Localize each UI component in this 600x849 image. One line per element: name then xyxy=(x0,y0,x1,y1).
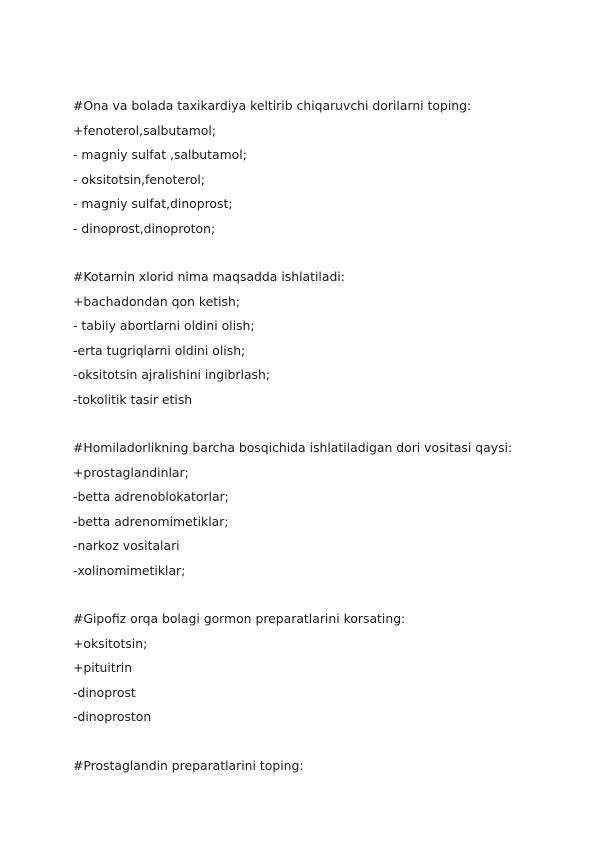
answer-option: -dinoprost xyxy=(73,684,136,700)
question-block xyxy=(73,436,573,583)
answer-option: +bachadondan qon ketish; xyxy=(73,293,241,309)
answer-option: -narkoz vositalari xyxy=(73,538,180,553)
question-block xyxy=(73,754,573,779)
question-block xyxy=(73,607,573,730)
answer-option: +fenoterol,salbutamol; xyxy=(73,122,216,138)
question-block xyxy=(73,265,573,412)
question-block xyxy=(73,94,573,241)
answer-option: -erta tugriqlarni oldini olish; xyxy=(73,342,246,358)
answer-option: - magniy sulfat,dinoprost; xyxy=(73,196,233,211)
question-text: #Kotarnin xlorid nima maqsadda ishlatiladi: xyxy=(73,269,345,284)
answer-option: -xolinomimetiklar; xyxy=(73,562,186,578)
question-text: #Homiladorlikning barcha bosqichida ishlatiladigan dori vositasi qaysi: xyxy=(73,440,513,455)
question-text: #Gipofiz orqa bolagi gormon preparatlarini korsating: xyxy=(73,611,406,626)
question-text: #Ona va bolada taxikardiya keltirib chiqaruvchi dorilarni toping: xyxy=(73,98,472,113)
answer-option: - oksitotsin,fenoterol; xyxy=(73,171,205,187)
answer-option: +prostaglandinlar; xyxy=(73,464,189,480)
document-content xyxy=(73,94,573,802)
answer-option: -tokolitik tasir etish xyxy=(73,391,193,407)
answer-option: +pituitrin xyxy=(73,660,133,675)
answer-option: +oksitotsin; xyxy=(73,635,148,651)
answer-option: -oksitotsin ajralishini ingibrlash; xyxy=(73,367,271,382)
answer-option: -dinoproston xyxy=(73,709,152,724)
answer-option: - dinoprost,dinoproton; xyxy=(73,220,216,236)
answer-option: - magniy sulfat ,salbutamol; xyxy=(73,147,247,162)
question-text: #Prostaglandin preparatlarini toping: xyxy=(73,757,304,773)
answer-option: -betta adrenoblokatorlar; xyxy=(73,489,229,504)
answer-option: -betta adrenomimetiklar; xyxy=(73,513,229,529)
answer-option: - tabiiy abortlarni oldini olish; xyxy=(73,318,255,333)
